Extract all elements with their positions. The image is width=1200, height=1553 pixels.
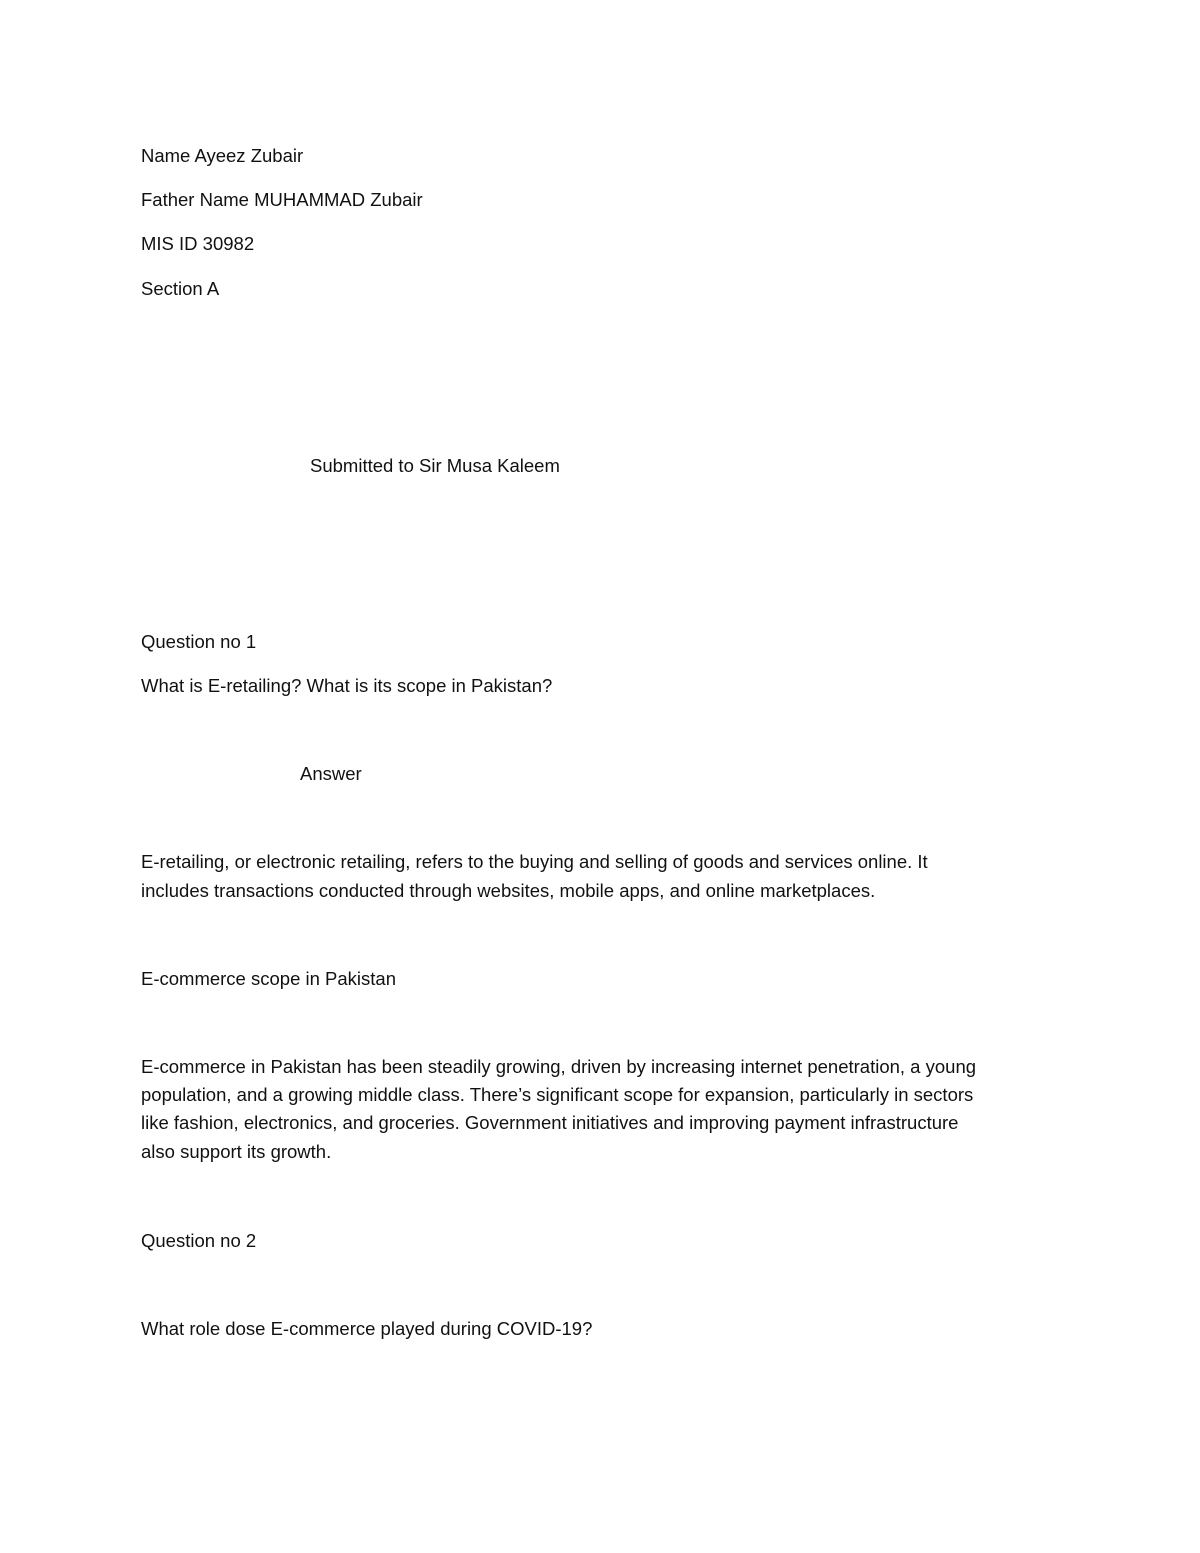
scope-line-2: population, and a growing middle class. There’s significant scope for expansion, particularly in sectors: [141, 1084, 974, 1105]
question-1-heading: Question no 1: [141, 631, 257, 652]
section: Section A: [141, 278, 220, 299]
question-1-text: What is E-retailing? What is its scope in Pakistan?: [141, 675, 553, 696]
question-2-text: What role dose E-commerce played during COVID-19?: [141, 1318, 593, 1339]
answer-line-2: includes transactions conducted through websites, mobile apps, and online marketplaces.: [141, 880, 876, 901]
question-2-heading: Question no 2: [141, 1230, 257, 1251]
scope-heading: E-commerce scope in Pakistan: [141, 968, 396, 989]
submitted-to: Submitted to Sir Musa Kaleem: [310, 455, 560, 476]
answer-line-1: E-retailing, or electronic retailing, refers to the buying and selling of goods and services online. It: [141, 851, 928, 872]
mis-id: MIS ID 30982: [141, 233, 255, 254]
answer-heading: Answer: [300, 763, 362, 784]
student-name: Name Ayeez Zubair: [141, 145, 304, 166]
scope-line-3: like fashion, electronics, and groceries. Government initiatives and improving payment infrastructure: [141, 1112, 959, 1133]
scope-line-4: also support its growth.: [141, 1141, 332, 1162]
father-name: Father Name MUHAMMAD Zubair: [141, 189, 423, 210]
scope-line-1: E-commerce in Pakistan has been steadily growing, driven by increasing internet penetration, a young: [141, 1056, 977, 1077]
